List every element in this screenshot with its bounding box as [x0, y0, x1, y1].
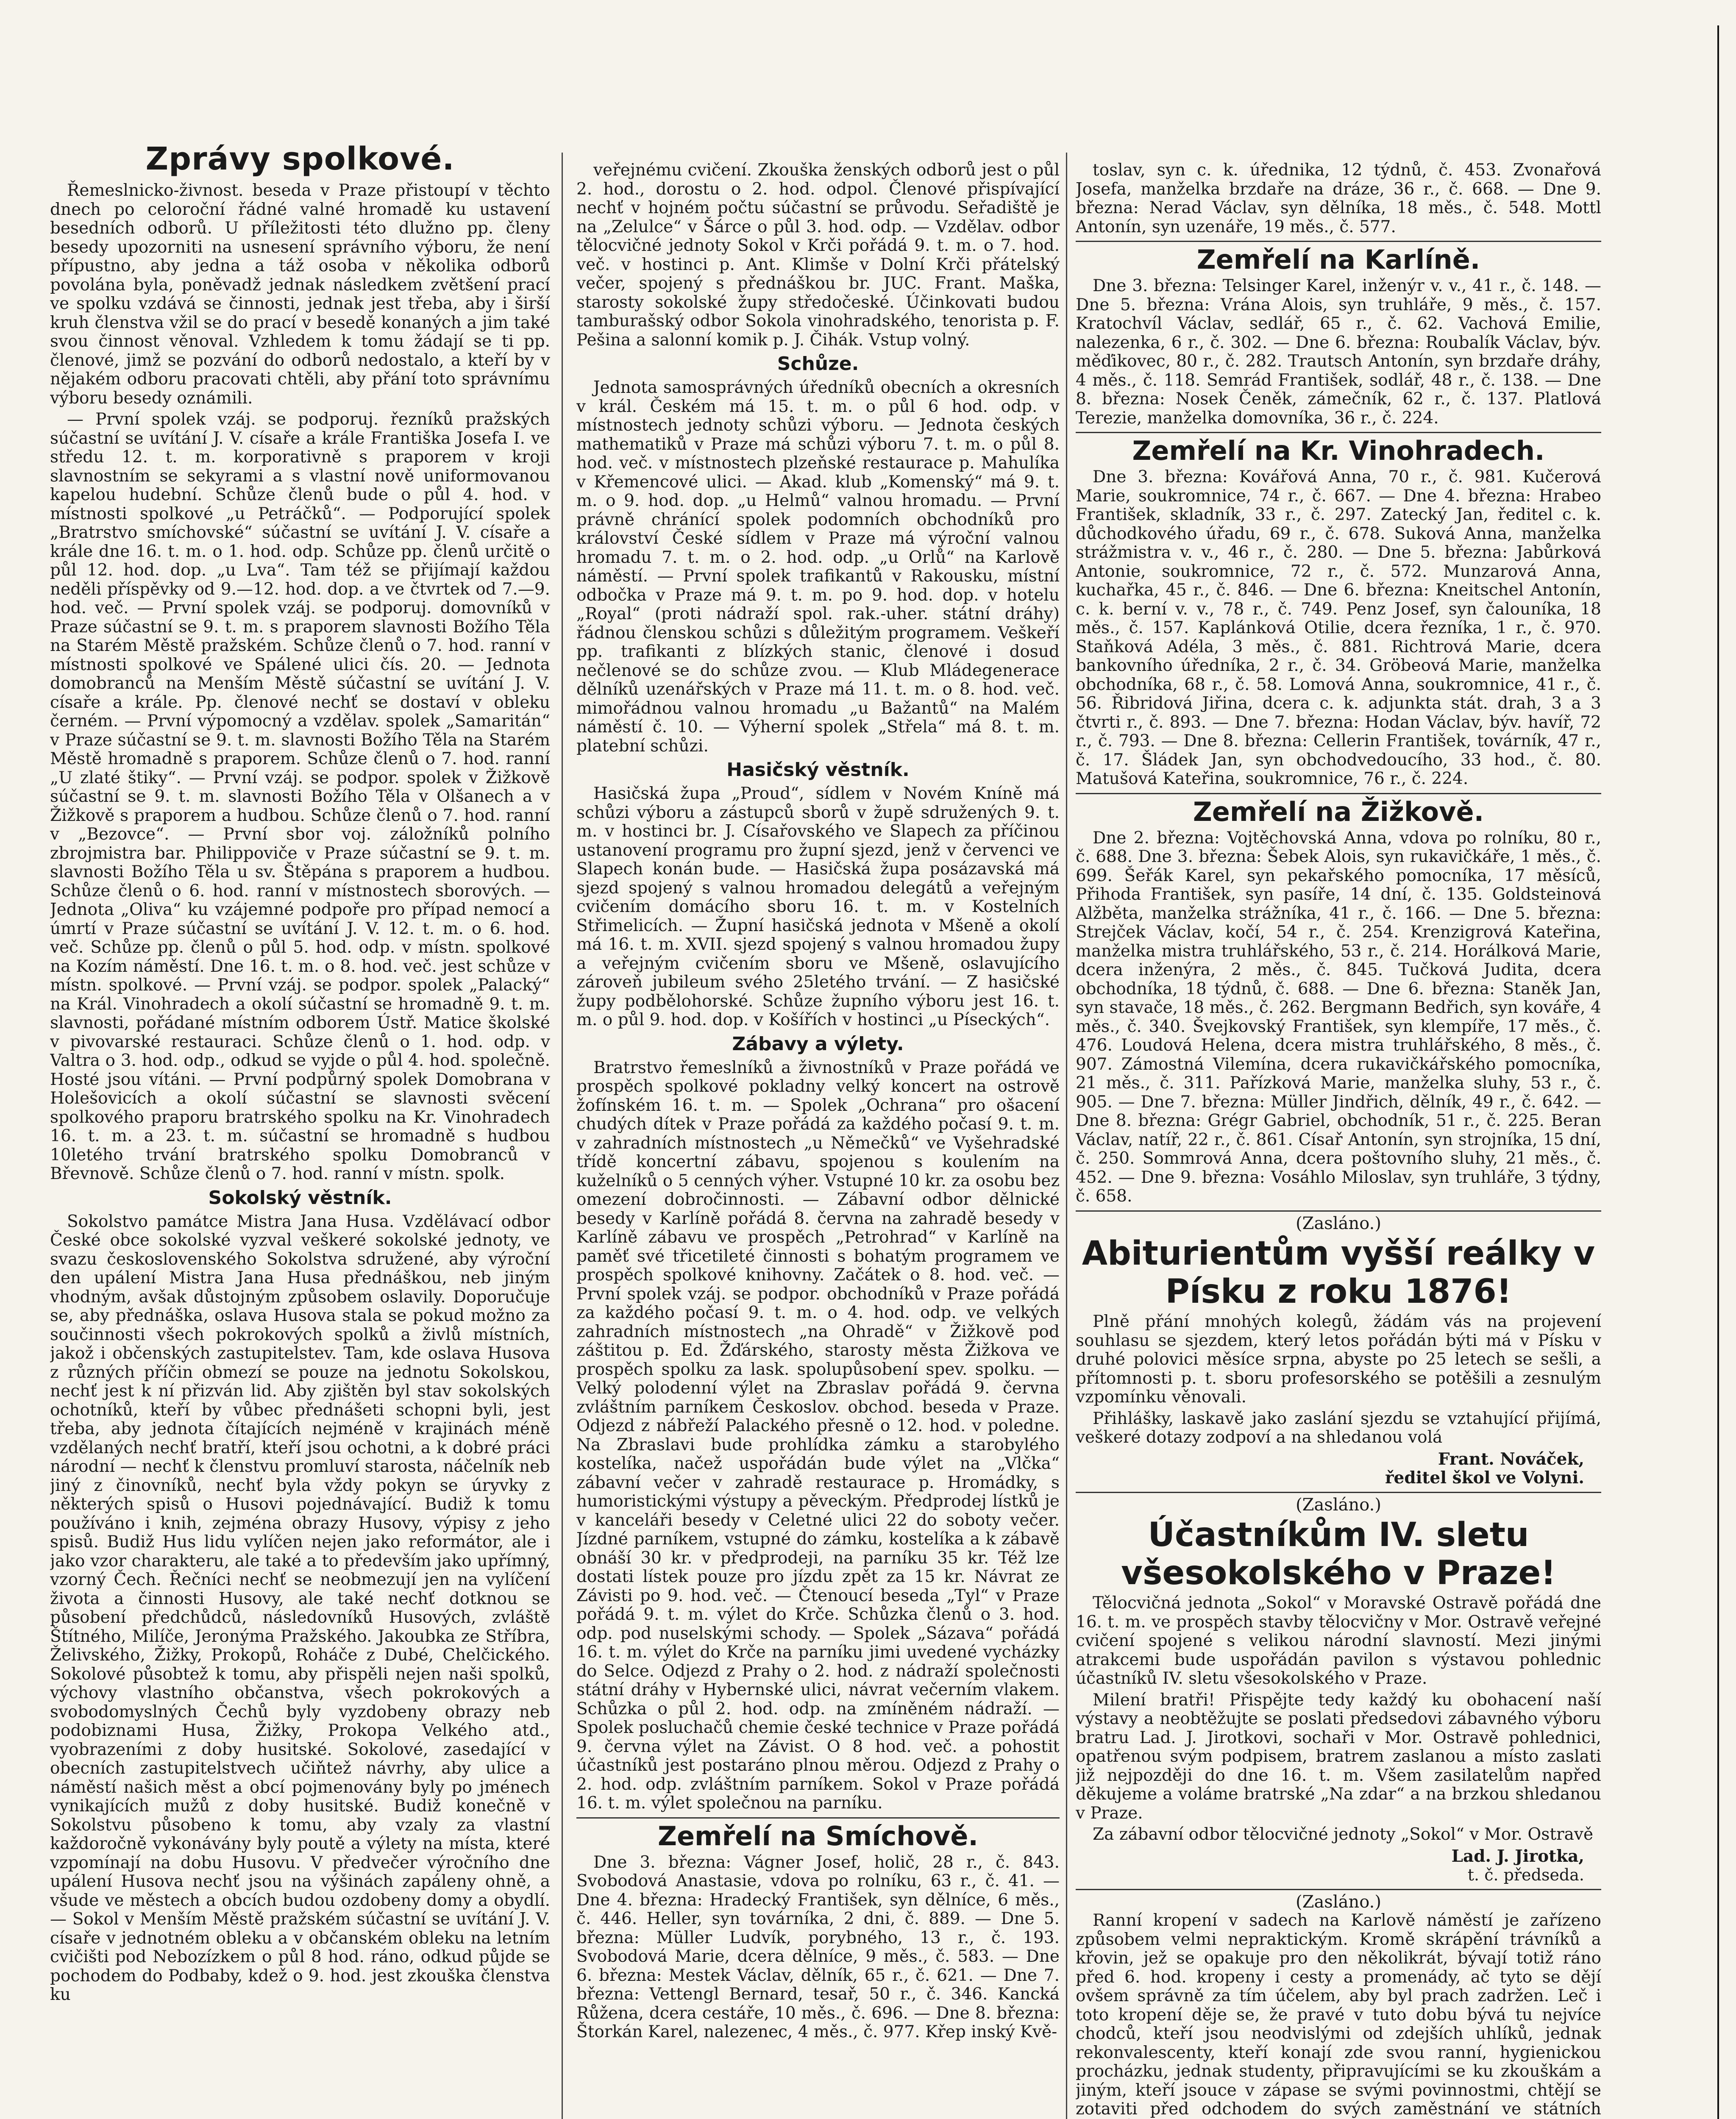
notice-paragraph: Přihlášky, laskavě jako zaslání sjezdu se vztahující přijímá, veškeré dotazy zodpoví a na shledanou volá [1076, 1409, 1601, 1447]
notice-title: Abiturientům vyšší reálky v Písku z roku 1876! [1082, 1235, 1595, 1311]
notice-paragraph: Milení bratři! Přispějte tedy každý ku obohacení naší výstavy a neobtěžujte se poslati předsedovi zábavného výboru bratru Lad. J. Jirotkovi, sochaři v Mor. Ostravě pohlednici, opatřenou svým podpisem, bratrem zaslanou a místo zaslati již nejpozději do dne 16. t. m. Všem zasilatelům napřed děkujeme a voláme bratrské „Na zdar“ a na brzkou shledanou v Praze. [1076, 1690, 1601, 1823]
subsection-heading: Hasičský věstník. [726, 759, 910, 781]
notice-paragraph: Tělocvičná jednota „Sokol“ v Moravské Ostravě pořádá dne 16. t. m. ve prospěch stavby tělocvičny v Mor. Ostravě veřejné cvičení spojené s velikou národní slavností. Mezi jinými atrakcemi bude uspořádán pavilon s výstavou pohlednic účastníků IV. sletu všesokolského v Praze. [1076, 1593, 1601, 1688]
notice-tag: (Zasláno.) [1076, 1889, 1601, 1912]
notice-paragraph: Ranní kropení v sadech na Karlově náměstí je zařízeno způsobem velmi nepraktickým. Kromě skrápění trávníků a křovin, jež se opakuje pro den několikrát, bývají totiž ráno před 6. hod. kropeny i cesty a promenády, ač tyto se dějí ovšem správně za tím účelem, aby byl prach zadržen. Leč i toto kropení děje se, že pravé v tuto dobu bývá tu nejvíce chodců, kteří jsou neodvislými od zdejších uhlíků, jednak rekonvalescenty, kteří konají zde svou ranní, hygienickou procházku, jednak studenty, připravujícími se ku zkouškám a jiným, kteří jsouce v zápase se svými povinnostmi, chtějí se zotaviti před odchodem do svých zaměstnání ve státních [1076, 1911, 1601, 2119]
column-rule [562, 153, 563, 2119]
notice-tag: (Zasláno.) [1076, 1492, 1601, 1515]
subsection-heading: Zábavy a výlety. [732, 1033, 904, 1055]
article-paragraph: Jednota samosprávných úředníků obecních a okresních v král. Českém má 15. t. m. o půl 6 hod. odp. v místnostech jednoty schůzi výboru. — Jednota českých mathematiků v Praze má schůzi výboru 7. t. m. o půl 8. hod. več. v místnostech plzeňské restaurace p. Mahulíka v Křemencové ulici. — Akad. klub „Komenský“ má 9. t. m. o 9. hod. dop. „u Helmů“ valnou hromadu. — První právně chránící spolek podomních obchodníků pro království České sídlem v Praze má výroční valnou hromadu 7. t. m. o 2. hod. odp. „u Orlů“ na Karlově náměstí. — První spolek trafikantů v Rakousku, místní odbočka v Praze má 9. t. m. po 9. hod. dop. v hotelu „Royal“ (proti nádraží spol. rak.-uher. státní dráhy) řádnou členskou schůzi s důležitým programem. Veškeří pp. trafikanti z blízkých stanic, členové i dosud nečlenové se do schůze zvou. — Klub Mládegenerace dělníků uzenářských v Praze má 11. t. m. o 8. hod. več. mimořádnou valnou hromadu „u Bažantů“ na Malém náměstí č. 10. — Výherní spolek „Střela“ má 8. t. m. platební schůzi. [576, 378, 1060, 756]
article-paragraph: Hasičská župa „Proud“, sídlem v Novém Kníně má schůzi výboru a zástupců sborů v župě sdružených 9. t. m. v hostinci br. J. Císařovského ve Slapech za příčinou ustanovení programu pro župní sjezd, jenž v červenci ve Slapech konán bude. — Hasičská župa posázavská má sjezd spojený s valnou hromadou delegátů a veřejným cvičením domácího sboru 16. t. m. v Kostelních Střimelicích. — Župní hasičská jednota v Mšeně a okolí má 16. t. m. XVII. sjezd spojený s valnou hromadou župy a veřejným cvičením sboru ve Mšeně, oslavujícího zároveň jubileum svého 25letého trvání. — Z hasičské župy podbělohorské. Schůze župního výboru jest 16. t. m. o půl 9. hod. dop. v Košířích v hostinci „u Píseckých“. [576, 784, 1060, 1029]
obituary-heading: Zemřelí na Smíchově. [576, 1817, 1060, 1852]
notice-title: Účastníkům IV. sletu všesokolského v Praze! [1121, 1516, 1556, 1592]
article-paragraph: — První spolek vzáj. se podporuj. řezníků pražských súčastní se uvítání J. V. císaře a krále Františka Josefa I. ve středu 12. t. m. korporativně s praporem v kroji slavnostním se sekyrami a s vlastní nově uniformovanou kapelou hudební. Schůze členů bude o půl 4. hod. v místnosti spolkové „u Petráčků“. — Podporující spolek „Bratrstvo smíchovské“ súčastní se uvítání J. V. císaře a krále dne 16. t. m. o 1. hod. odp. Schůze pp. členů určitě o půl 12. hod. dop. „u Lva“. Tam též se přijímají každou neděli příspěvky od 9.—12. hod. dop. a ve čtvrtek od 7.—9. hod. več. — První spolek vzáj. se podporuj. domovníků v Praze súčastní se 9. t. m. s praporem slavnosti Božího Těla na Starém Městě pražském. Schůze členů o 7. hod. ranní v místnosti spolkové ve Spálené ulici čís. 20. — Jednota domobranců na Menším Městě súčastní se uvítání J. V. císaře a krále. Pp. členové nechť se dostaví v obleku černém. — První výpomocný a vzdělav. spolek „Samaritán“ v Praze súčastní se 9. t. m. slavnosti Božího Těla na Starém Městě hromadně s praporem. Schůze členů o 7. hod. ranní „U zlaté štiky“. — První vzáj. se podpor. spolek v Žižkově súčastní se 9. t. m. slavnosti Božího Těla v Olšanech a v Žižkově s praporem a hudbou. Schůze členů o 7. hod. ranní v „Bezovce“. — První sbor voj. záložníků polního zbrojmistra bar. Philippoviče v Praze súčastní se 9. t. m. slavnosti Božího Těla u sv. Štěpána s praporem a hudbou. Schůze členů o 6. hod. ranní v místnostech sborových. — Jednota „Oliva“ ku vzájemné podpoře pro případ nemocí a úmrtí v Praze súčastní se uvítání J. V. 12. t. m. o 6. hod. več. Schůze pp. členů o půl 5. hod. odp. v místn. spolkové na Kozím náměstí. Dne 16. t. m. o 8. hod. več. jest schůze v místn. spolkové. — První vzáj. se podpor. spolek „Palacký“ na Král. Vinohradech a okolí súčastní se hromadně 9. t. m. slavnosti, pořádané místním odborem Ústř. Matice školské v pivovarské restauraci. Schůze členů o 1. hod. odp. v Valtra o 3. hod. odp., odkud se vyjde o půl 4. hod. společně. Hosté jsou vítáni. — První podpůrný spolek Domobrana v Holešovicích a okolí súčastní se slavnosti svěcení spolkového praporu bratrského spolku na Kr. Vinohradech 16. t. m. a 23. t. m. súčastní se hromadně s hudbou 10letého trvání bratrského spolku Domobranců v Břevnově. Schůze členů o 7. hod. ranní v místn. spolk. [50, 410, 550, 1183]
column-1 [50, 140, 550, 2119]
notice-signature: Lad. J. Jirotka, [1451, 1846, 1584, 1866]
notice-signature: Frant. Nováček, [1438, 1449, 1584, 1469]
notice-signature-title: ředitel škol ve Volyni. [1385, 1468, 1584, 1488]
obituary-list: Dne 3. března: Vágner Josef, holič, 28 r., č. 843. Svobodová Anastasie, vdova po rolníku, 63 r., č. 41. — Dne 4. března: Hradecký František, syn dělníce, 6 měs., č. 446. Heller, syn továrníka, 2 dni, č. 889. — Dne 5. března: Müller Ludvík, porybného, 13 r., č. 193. Svobodová Marie, dcera dělníce, 9 měs., č. 583. — Dne 6. března: Mestek Václav, dělník, 65 r., č. 621. — Dne 7. března: Vettengl Bernard, tesař, 50 r., č. 346. Kancká Růžena, dcera cestáře, 10 měs., č. 696. — Dne 8. března: Štorkán Karel, nalezenec, 4 měs., č. 977. Křep inský Kvě- [576, 1852, 1060, 2041]
notice-paragraph: Za zábavní odbor tělocvičné jednoty „Sokol“ v Mor. Ostravě [1093, 1825, 1594, 1844]
notice-tag: (Zasláno.) [1076, 1210, 1601, 1233]
article-paragraph: Sokolstvo památce Mistra Jana Husa. Vzdělávací odbor České obce sokolské vyzval veškeré sokolské jednoty, ve svazu československého Sokolstva sdružené, aby výroční den upálení Mistra Jana Husa přednáškou, neb jiným vhodným, avšak důstojným způsobem oslavily. Doporučuje se, aby přednáška, oslava Husova stala se pokud možno za součinnosti všech pokrokových spolků a živlů místních, jakož i občenských zastupitelstev. Tam, kde oslava Husova z různých příčin obmezí se pouze na jednotu Sokolskou, nechť jest k ní přizván lid. Aby zjištěn byl stav sokolských ochotníků, kteří by vůbec přednášeti schopni byli, jest třeba, aby jednota čítajících nejméně v krajinách méně vzdělaných nechť bratří, kteří jsou ochotni, a k dobré práci národní — nechť k členstvu promluví starosta, náčelník neb jiný z činovníků, nechť byla vždy pokyn se úryvky z některých spisů o Husovi pojednávající. Budiž k tomu používáno i knih, zejména obrazy Husovy, výpisy z jeho spisů. Budiž Hus lidu vylíčen nejen jako reformátor, ale i jako vzor charakteru, ale také a to především jako upřímný, vzorný Čech. Řečníci nechť se neobmezují jen na vylíčení života a činnosti Husovy, ale také nechť dotknou se působení předchůdců, následovníků Husových, zvláště Štítného, Milíče, Jeronýma Pražského. Jakoubka ze Stříbra, Želivského, Žižky, Prokopů, Roháče z Dubé, Chelčického. Sokolové působtež k tomu, aby přispěli nejen naši spolků, výchovy vlastního občanstva, všech pokrokových a svobodomyslných Čechů byly vyzdobeny obrazy neb podobiznami Husa, Žižky, Prokopa Velkého atd., vyobrazeními z doby husitské. Sokolové, zasedající v obecních zastupitelstvech učiňtež návrhy, aby ulice a náměstí našich měst a obcí pojmenovány byly po jménech vynikajících mužů z doby husitské. Budiž konečně v Sokolstvu působeno k tomu, aby vzaly za vlastní každoročně vykonávány byly poutě a výlety na místa, které vzpomínají na dobu Husovu. V předvečer výročního dne upálení Husova nechť jsou na výšinách zapáleny ohně, a všude ve městech a obcích budou ozdobeny domy a obydlí. — Sokol v Menším Městě pražském súčastní se uvítání J. V. císaře v jednotném obleku a v občanském obleku na letním cvičišti pod Nebozízkem o půl 8 hod. ráno, odkud půjde se pochodem do Podbaby, kdež o 9. hod. jest zkouška členstva ku [50, 1212, 550, 2004]
obituary-list: Dne 3. března: Kovářová Anna, 70 r., č. 981. Kučerová Marie, soukromnice, 74 r., č. 667. — Dne 4. března: Hrabeo František, skladník, 33 r., č. 297. Zatecký Jan, ředitel c. k. důchodkového úřadu, 69 r., č. 678. Suková Anna, manželka strážmistra v. v., 46 r., č. 280. — Dne 5. března: Jabůrková Antonie, soukromnice, 72 r., č. 572. Munzarová Anna, kuchařka, 45 r., č. 846. — Dne 6. března: Kneitschel Antonín, c. k. berní v. v., 78 r., č. 749. Penz Josef, syn čalouníka, 18 měs., č. 157. Kaplánková Otilie, dcera řezníka, 1 r., č. 970. Staňková Adéla, 3 měs., č. 881. Richtrová Marie, dcera bankovního úředníka, 2 r., č. 34. Gröbeová Marie, manželka obchodníka, 68 r., č. 58. Lomová Anna, soukromnice, 41 r., č. 56. Řibridová Jiřina, dcera c. k. adjunkta stát. drah, 3 a 3 čtvrti r., č. 893. — Dne 7. března: Hodan Václav, býv. havíř, 72 r., č. 793. — Dne 8. března: Cellerin František, továrník, 47 r., č. 17. Šládek Jan, syn obchodvedoucího, 33 hod., č. 80. Matušová Kateřina, soukromnice, 76 r., č. 224. [1076, 467, 1601, 788]
obituary-list: toslav, syn c. k. úřednika, 12 týdnů, č. 453. Zvonařová Josefa, manželka brzdaře na dráze, 36 r., č. 668. — Dne 9. března: Nerad Václav, syn dělníka, 18 měs., č. 548. Mottl Antonín, syn uzenáře, 19 měs., č. 577. [1076, 161, 1601, 236]
article-paragraph: Bratrstvo řemeslníků a živnostníků v Praze pořádá ve prospěch spolkové pokladny velký koncert na ostrově žofínském 16. t. m. — Spolek „Ochrana“ pro ošacení chudých dítek v Praze pořádá za každého počasí 9. t. m. v zahradních místnostech „u Němečků“ ve Vyšehradské třídě koncertní zábavu, spojenou s koulením na kuželníků o 5 cenných výher. Vstupné 10 kr. za osobu bez omezení dobročinnosti. — Zábavní odbor dělnické besedy v Karlíně pořádá 8. června na zahradě besedy v Karlíně zábavu ve prospěch „Petrohrad“ v Karlíně na paměť své třicetileté činnosti s bohatým programem ve prospěch spolkové knihovny. Začátek o 8. hod. več. — První spolek vzáj. se podpor. obchodníků v Praze pořádá za každého počasí 9. t. m. o 4. hod. odp. ve velkých zahradních místnostech „na Ohradě“ v Žižkově pod záštitou p. Ed. Žďárského, starosty města Žižkova ve prospěch spolku za lask. spolupůsobení spev. spolku. — Velký polodenní výlet na Zbraslav pořádá 9. června zvláštním parníkem Českoslov. obchod. beseda v Praze. Odjezd z nábřeží Palackého přesně o 12. hod. v poledne. Na Zbraslavi bude prohlídka zámku a starobylého kostelíka, načež uspořádán bude výlet na „Vlčka“ zábavní večer v zahradě restaurace p. Hromádky, s humoristickými výstupy a pěveckým. Předprodej lístků je v kanceláři besedy v Celetné ulici 22 do soboty večer. Jízdné parníkem, vstupné do zámku, kostelíka a k zábavě obnáší 30 kr. v předprodeji, na parníku 35 kr. Též lze dostati lístek pouze pro jízdu zpět za 15 kr. Návrat ze Závisti po 9. hod. več. — Čtenoucí beseda „Tyl“ v Praze pořádá 9. t. m. výlet do Krče. Schůzka členů o 3. hod. odp. pod nuselskými schody. — Spolek „Sázava“ pořádá 16. t. m. výlet do Krče na parníku jimi uvedené vycházky do Selce. Odjezd z Prahy o 2. hod. z nádraží společnosti státní dráhy v Hybernské ulici, návrat večerním vlakem. Schůzka o půl 2. hod. odp. na zmíněném nádraží. — Spolek posluchačů chemie české technice v Praze pořádá 9. června výlet na Závist. O 8 hod. več. a pohostit účastníků jest postaráno plnou měrou. Odjezd z Prahy o 2. hod. odp. zvláštním parníkem. Sokol v Praze pořádá 16. t. m. výlet společnou na parníku. [576, 1058, 1060, 1813]
notice-signature-title: t. č. předseda. [1467, 1866, 1584, 1884]
obituary-heading: Zemřelí na Žižkově. [1076, 793, 1601, 827]
subsection-heading: Sokolský věstník. [208, 1187, 392, 1209]
subsection-heading: Schůze. [777, 353, 859, 375]
section-heading: Zprávy spolkové. [145, 141, 455, 177]
page-edge [1717, 25, 1719, 2119]
obituary-heading: Zemřelí na Kr. Vinohradech. [1076, 432, 1601, 466]
article-paragraph: veřejnému cvičení. Zkouška ženských odborů jest o půl 2. hod., dorostu o 2. hod. odpol. Členové přispívající nechť v hojném počtu súčastní se průvodu. Seřadiště je na „Zelulce“ v Šárce o půl 3. hod. odp. — Vzdělav. odbor tělocvičné jednoty Sokol v Krči pořádá 9. t. m. o 7. hod. več. v hostinci p. Ant. Klimše v Dolní Krči přátelský večer, spojený s přednáškou br. JUC. Frant. Maška, starosty sokolské župy středočeské. Účinkovati budou tamburašský odbor Sokola vinohradského, tenorista p. F. Pešina a salonní komik p. J. Čihák. Vstup volný. [576, 161, 1060, 350]
obituary-list: Dne 2. března: Vojtěchovská Anna, vdova po rolníku, 80 r., č. 688. Dne 3. března: Šebek Alois, syn rukavičkáře, 1 měs., č. 699. Šeřák Karel, syn pekařského pomocníka, 17 měsíců, Přihoda František, syn pasíře, 14 dní, č. 135. Goldsteinová Alžběta, manželka strážníka, 41 r., č. 166. — Dne 5. března: Strejček Václav, kočí, 54 r., č. 254. Krenzigrová Kateřina, manželka mistra truhlářského, 53 r., č. 214. Horálková Marie, dcera inženýra, 2 měs., č. 845. Tučková Judita, dcera obchodníka, 18 týdnů, č. 688. — Dne 6. března: Staněk Jan, syn stavače, 18 měs., č. 262. Bergmann Bedřich, syn kováře, 4 měs., č. 340. Švejkovský František, syn klempíře, 17 měs., č. 476. Loudová Helena, dcera mistra truhlářského, 8 měs., č. 907. Zámostná Vilemína, dcera rukavičkářského pomocníka, 21 měs., č. 311. Pařízková Marie, manželka sluhy, 53 r., č. 905. — Dne 7. března: Müller Jindřich, dělník, 49 r., č. 642. — Dne 8. března: Grégr Gabriel, obchodník, 51 r., č. 225. Beran Václav, natíř, 22 r., č. 861. Císař Antonín, syn strojníka, 15 dní, č. 250. Sommrová Anna, dcera poštovního sluhy, 21 měs., č. 452. — Dne 9. března: Vosáhlo Miloslav, syn truhláře, 3 týdny, č. 658. [1076, 828, 1601, 1206]
obituary-list: Dne 3. března: Telsinger Karel, inženýr v. v., 41 r., č. 148. — Dne 5. března: Vrána Alois, syn truhláře, 9 měs., č. 157. Kratochvíl Václav, sedlář, 65 r., č. 62. Vachová Emilie, nalezenka, 6 r., č. 302. — Dne 6. března: Roubalík Václav, býv. měďikovec, 80 r., č. 282. Trautsch Antonín, syn brzdaře dráhy, 4 měs., č. 118. Semrád František, sodlář, 48 r., č. 138. — Dne 8. března: Nosek Čeněk, zámečník, 62 r., č. 137. Platlová Terezie, manželka domovníka, 36 r., č. 224. [1076, 276, 1601, 428]
obituary-heading: Zemřelí na Karlíně. [1076, 241, 1601, 275]
article-paragraph: Řemeslnicko-živnost. beseda v Praze přistoupí v těchto dnech po celoroční řádné valné hromadě ku ustavení besedních odborů. U příležitosti této dlužno pp. členy besedy upozorniti na usnesení správního výboru, že není přípustno, aby jedna a táž osoba v několika odborů povolána byla, poněvadž jednak následkem zvětšení prací ve spolku vzdává se činnosti, jednak jest třeba, aby i širší kruh členstva vžil se do prací v besedě konaných a jim také svou činnost věnoval. Vzhledem k tomu žádají se ti pp. členové, jimž se pozvání do odborů nedostalo, a kteří by v nějakém odboru pracovati chtěli, aby přání toto správnímu výboru besedy oznámili. [50, 181, 550, 408]
notice-paragraph: Plně přání mnohých kolegů, žádám vás na projevení souhlasu se sjezdem, který letos pořádán býti má v Písku v druhé polovici měsíce srpna, abyste po 25 letech se sešli, a přítomnosti p. t. sboru profesorského se potěšili a zesnulým vzpomínku věnovali. [1076, 1312, 1601, 1407]
column-rule [1066, 153, 1067, 2119]
column-2 [576, 161, 1060, 2119]
column-3 [1076, 161, 1601, 2119]
